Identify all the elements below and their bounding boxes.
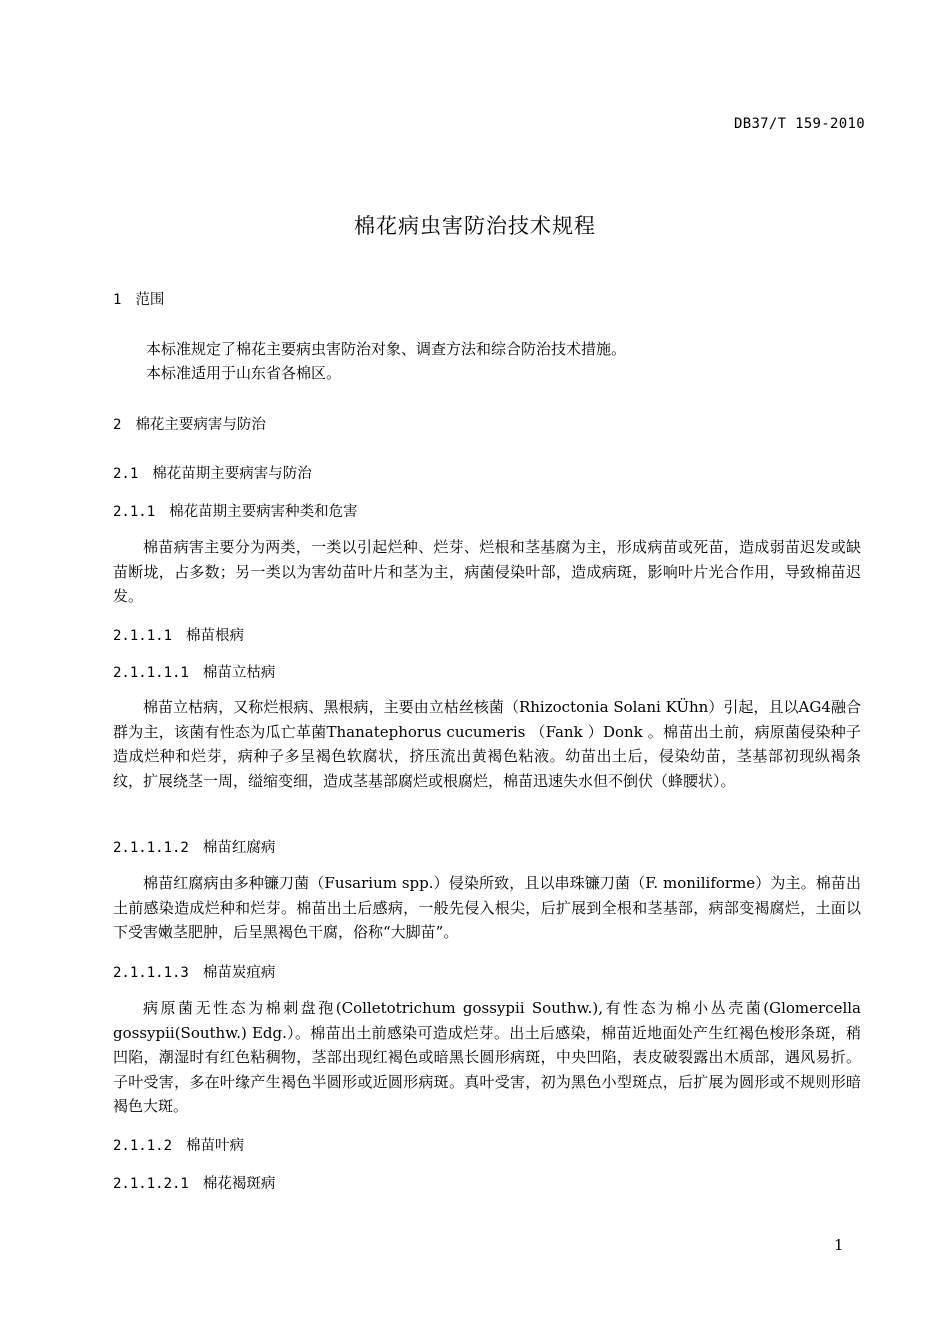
paragraph-damping-off: 棉苗立枯病，又称烂根病、黑根病，主要由立枯丝核菌（Rhizoctonia Solani KÜhn）引起，且以AG4融合群为主，该菌有性态为瓜亡革菌Thanatephorus cucumeris （Fank ）Donk 。棉苗出土前，病原菌侵染种子造成烂种和烂芽，病种子多呈褐色软腐状，挤压流出黄褐色粘液。幼苗出土后，侵染幼苗，茎基部初现纵褐条纹，扩展绕茎一周，缢缩变细，造成茎基部腐烂或根腐烂，棉苗迅速失水但不倒伏（蜂腰状）。 <box>113 698 861 790</box>
heading-text: 棉苗立枯病 <box>202 665 276 681</box>
heading-text: 范围 <box>135 292 165 308</box>
heading-2-1 <box>113 462 312 483</box>
heading-number: 2 <box>113 417 122 433</box>
heading-2 <box>113 413 266 434</box>
heading-text: 棉苗根病 <box>186 628 245 644</box>
heading-text: 棉苗叶病 <box>186 1138 245 1154</box>
heading-2-1-1-1-2 <box>113 836 275 857</box>
scope-line-1: 本标准规定了棉花主要病虫害防治对象、调查方法和综合防治技术措施。 <box>146 340 627 358</box>
heading-2-1-1-1-1 <box>113 661 275 682</box>
heading-number: 2.1.1.1.2 <box>113 840 189 856</box>
heading-number: 2.1 <box>113 466 139 482</box>
heading-text: 棉花苗期主要病害种类和危害 <box>169 504 358 520</box>
document-number: DB37/T 159-2010 <box>734 116 865 132</box>
heading-text: 棉花苗期主要病害与防治 <box>152 466 312 482</box>
heading-2-1-1-2 <box>113 1134 244 1155</box>
document-title: 棉花病虫害防治技术规程 <box>354 214 596 238</box>
scope-line-2: 本标准适用于山东省各棉区。 <box>146 364 342 382</box>
heading-number: 2.1.1 <box>113 504 156 520</box>
heading-text: 棉苗炭疽病 <box>202 965 276 981</box>
heading-1 <box>113 288 164 309</box>
heading-number: 1 <box>113 292 122 308</box>
heading-2-1-1-1 <box>113 624 244 645</box>
heading-number: 2.1.1.1.3 <box>113 965 189 981</box>
page-number: 1 <box>834 1236 844 1254</box>
heading-2-1-1 <box>113 500 358 521</box>
heading-text: 棉花主要病害与防治 <box>135 417 266 433</box>
heading-number: 2.1.1.2.1 <box>113 1176 189 1192</box>
paragraph-seedling-diseases: 棉苗病害主要分为两类，一类以引起烂种、烂芽、烂根和茎基腐为主，形成病苗或死苗，造成弱苗迟发或缺苗断垅，占多数；另一类以为害幼苗叶片和茎为主，病菌侵染叶部，造成病斑，影响叶片光合作用，导致棉苗迟发。 <box>113 538 861 605</box>
heading-text: 棉苗红腐病 <box>202 840 276 856</box>
paragraph-red-rot: 棉苗红腐病由多种镰刀菌（Fusarium spp.）侵染所致，且以串珠镰刀菌（F. moniliforme）为主。棉苗出土前感染造成烂种和烂芽。棉苗出土后感病，一般先侵入根尖，后扩展到全根和茎基部，病部变褐腐烂，土面以下受害嫩茎肥肿，后呈黑褐色干腐，俗称“大脚苗”。 <box>113 874 861 941</box>
paragraph-anthracnose: 病原菌无性态为棉刺盘孢(Colletotrichum gossypii Southw.),有性态为棉小丛壳菌(Glomercella gossypii(Southw.) Edg.）。棉苗出土前感染可造成烂芽。出土后感染，棉苗近地面处产生红褐色梭形条斑，稍凹陷，潮湿时有红色粘稠物，茎部出现红褐色或暗黑长圆形病斑，中央凹陷，表皮破裂露出木质部，遇风易折。子叶受害，多在叶缘产生褐色半圆形或近圆形病斑。真叶受害，初为黑色小型斑点，后扩展为圆形或不规则形暗褐色大斑。 <box>113 999 861 1115</box>
heading-number: 2.1.1.1 <box>113 628 173 644</box>
heading-text: 棉花褐斑病 <box>202 1176 276 1192</box>
heading-number: 2.1.1.1.1 <box>113 665 189 681</box>
heading-2-1-1-1-3 <box>113 961 275 982</box>
heading-number: 2.1.1.2 <box>113 1138 173 1154</box>
heading-2-1-1-2-1 <box>113 1172 275 1193</box>
